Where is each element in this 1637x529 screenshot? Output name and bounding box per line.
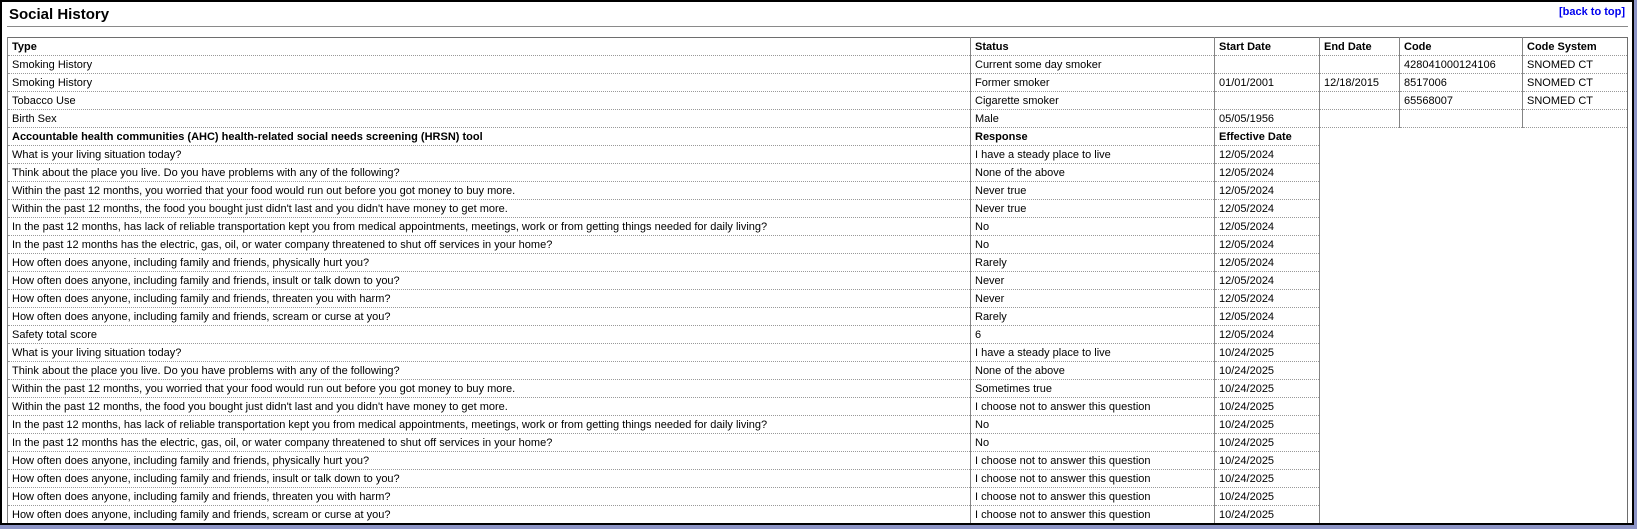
cell-response: Rarely [971,308,1215,326]
cell-response: None of the above [971,164,1215,182]
cell-status: Former smoker [971,74,1215,92]
cell-code-system: SNOMED CT [1523,74,1628,92]
cell-status: Current some day smoker [971,56,1215,74]
cell-response: Never [971,272,1215,290]
cell-type: Smoking History [8,56,971,74]
cell-effective-date: 12/05/2024 [1215,254,1320,272]
section-title-cell: Accountable health communities (AHC) health-related social needs screening (HRSN) tool [8,128,971,146]
header-row [8,38,1628,56]
cell-effective-date: 10/24/2025 [1215,398,1320,416]
cell-question: What is your living situation today? [8,146,971,164]
cell-effective-date: 10/24/2025 [1215,416,1320,434]
column-header-code: Code [1400,38,1523,56]
back-to-top-link[interactable]: [back to top] [1559,6,1625,18]
cell-response: Never true [971,182,1215,200]
cell-effective-date: 10/24/2025 [1215,488,1320,506]
table-row [8,92,1628,110]
column-header-status: Status [971,38,1215,56]
section-header-row [8,128,1628,146]
cell-start-date: 01/01/2001 [1215,74,1320,92]
cell-question: Think about the place you live. Do you have problems with any of the following? [8,362,971,380]
cell-response: I choose not to answer this question [971,452,1215,470]
cell-response: No [971,236,1215,254]
column-header-type: Type [8,38,971,56]
cell-response: No [971,218,1215,236]
cell-question: In the past 12 months has the electric, gas, oil, or water company threatened to shut off services in your home? [8,236,971,254]
table-row [8,56,1628,74]
cell-code [1400,110,1523,128]
cell-question: Within the past 12 months, the food you bought just didn't last and you didn't have money to get more. [8,200,971,218]
cell-effective-date: 12/05/2024 [1215,290,1320,308]
cell-type: Tobacco Use [8,92,971,110]
cell-effective-date: 10/24/2025 [1215,344,1320,362]
social-history-table [7,37,1628,524]
cell-start-date [1215,56,1320,74]
cell-code-system: SNOMED CT [1523,56,1628,74]
cell-question: Within the past 12 months, you worried that your food would run out before you got money to buy more. [8,182,971,200]
cell-question: In the past 12 months has the electric, gas, oil, or water company threatened to shut off services in your home? [8,434,971,452]
cell-question: Within the past 12 months, the food you bought just didn't last and you didn't have money to get more. [8,398,971,416]
cell-code-system: SNOMED CT [1523,92,1628,110]
cell-type: Smoking History [8,74,971,92]
cell-response: No [971,434,1215,452]
cell-question: How often does anyone, including family and friends, scream or curse at you? [8,506,971,524]
cell-question: Safety total score [8,326,971,344]
cell-effective-date: 12/05/2024 [1215,164,1320,182]
cell-question: In the past 12 months, has lack of reliable transportation kept you from medical appointments, meetings, work or from getting things needed for daily living? [8,218,971,236]
cell-effective-date: 12/05/2024 [1215,236,1320,254]
cell-status: Male [971,110,1215,128]
cell-effective-date: 10/24/2025 [1215,452,1320,470]
cell-response: No [971,416,1215,434]
cell-code: 428041000124106 [1400,56,1523,74]
cell-response: I have a steady place to live [971,146,1215,164]
column-header-start-date: Start Date [1215,38,1320,56]
cell-effective-date: 12/05/2024 [1215,218,1320,236]
cell-effective-date: 10/24/2025 [1215,470,1320,488]
effective-date-header-cell: Effective Date [1215,128,1320,146]
title-divider [7,26,1628,27]
column-header-end-date: End Date [1320,38,1400,56]
cell-question: How often does anyone, including family and friends, physically hurt you? [8,452,971,470]
response-header-cell: Response [971,128,1215,146]
cell-effective-date: 12/05/2024 [1215,200,1320,218]
cell-response: Never true [971,200,1215,218]
cell-type: Birth Sex [8,110,971,128]
cell-question: How often does anyone, including family and friends, insult or talk down to you? [8,272,971,290]
table-body [8,56,1628,524]
cell-question: How often does anyone, including family and friends, insult or talk down to you? [8,470,971,488]
cell-question: What is your living situation today? [8,344,971,362]
cell-effective-date: 10/24/2025 [1215,506,1320,524]
cell-effective-date: 12/05/2024 [1215,146,1320,164]
cell-end-date [1320,56,1400,74]
cell-effective-date: 12/05/2024 [1215,272,1320,290]
cell-question: How often does anyone, including family and friends, scream or curse at you? [8,308,971,326]
cell-end-date: 12/18/2015 [1320,74,1400,92]
cell-response: 6 [971,326,1215,344]
cell-question: How often does anyone, including family and friends, threaten you with harm? [8,488,971,506]
cell-response: I choose not to answer this question [971,398,1215,416]
cell-question: Within the past 12 months, you worried that your food would run out before you got money to buy more. [8,380,971,398]
cell-question: How often does anyone, including family and friends, threaten you with harm? [8,290,971,308]
cell-start-date [1215,92,1320,110]
cell-response: Never [971,290,1215,308]
column-header-code-system: Code System [1523,38,1628,56]
table-row [8,74,1628,92]
section-header-bar [7,4,1628,23]
table-row [8,110,1628,128]
cell-effective-date: 10/24/2025 [1215,434,1320,452]
cell-response: I choose not to answer this question [971,488,1215,506]
cell-response: I choose not to answer this question [971,470,1215,488]
cell-effective-date: 12/05/2024 [1215,326,1320,344]
table-header [8,38,1628,56]
cell-status: Cigarette smoker [971,92,1215,110]
cell-response: Rarely [971,254,1215,272]
cell-effective-date: 10/24/2025 [1215,380,1320,398]
cell-end-date [1320,92,1400,110]
cell-question: Think about the place you live. Do you have problems with any of the following? [8,164,971,182]
page-title: Social History [9,6,110,23]
cell-code: 65568007 [1400,92,1523,110]
cell-code: 8517006 [1400,74,1523,92]
cell-code-system [1523,110,1628,128]
social-history-section [2,2,1632,524]
cell-response: I have a steady place to live [971,344,1215,362]
cell-question: How often does anyone, including family and friends, physically hurt you? [8,254,971,272]
cell-response: None of the above [971,362,1215,380]
cell-effective-date: 12/05/2024 [1215,182,1320,200]
cell-response: I choose not to answer this question [971,506,1215,524]
cell-question: In the past 12 months, has lack of reliable transportation kept you from medical appointments, meetings, work or from getting things needed for daily living? [8,416,971,434]
cell-start-date: 05/05/1956 [1215,110,1320,128]
cell-effective-date: 12/05/2024 [1215,308,1320,326]
merged-empty-cell [1320,128,1628,524]
cell-effective-date: 10/24/2025 [1215,362,1320,380]
cell-end-date [1320,110,1400,128]
cell-response: Sometimes true [971,380,1215,398]
